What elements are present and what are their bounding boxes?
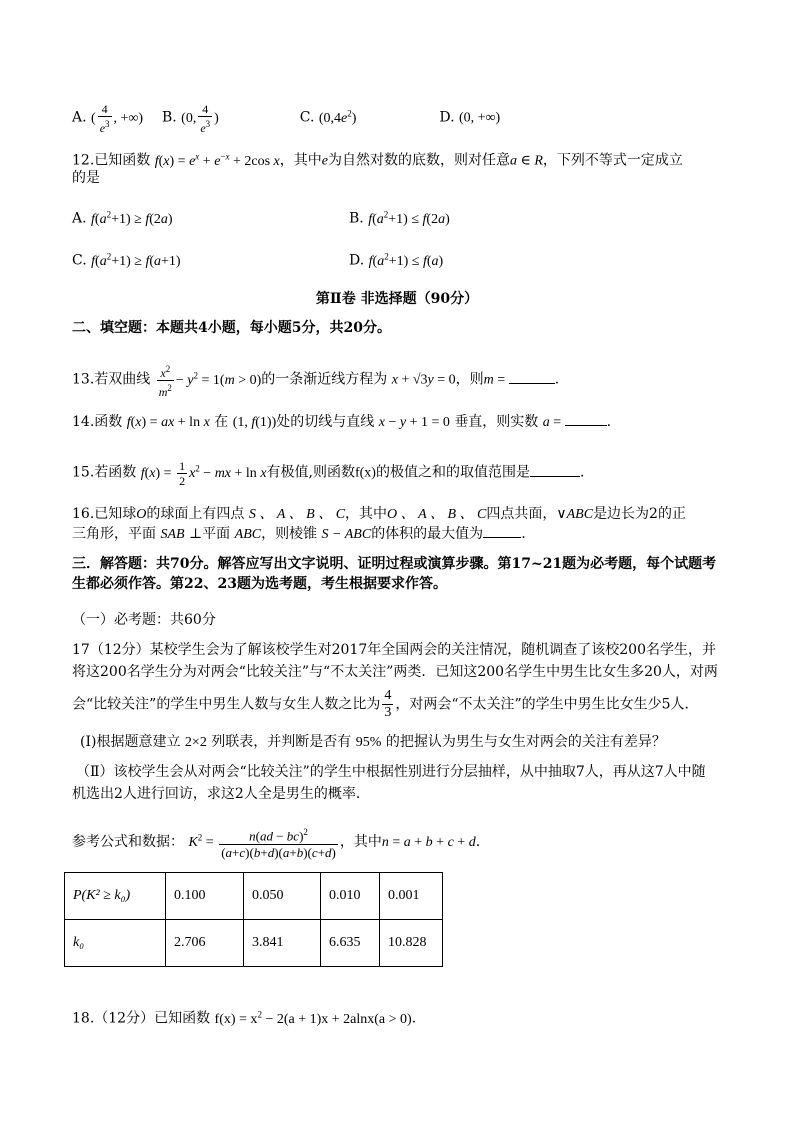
q11-option-c-label: C. [299, 109, 315, 126]
q16-text: 16.已知球 [72, 506, 137, 522]
q12-option-c [72, 246, 181, 272]
q17-2x2: 2×2 [184, 735, 207, 750]
q17-text: 列联表，并判断是否有 [211, 734, 352, 750]
q16-pyramid: S − ABC [321, 527, 372, 542]
q15-fx: f(x) [354, 465, 376, 481]
table-cell: 2.706 [166, 920, 244, 967]
q17-line3 [72, 688, 699, 721]
q12-a-in-r: a ∈ R [509, 153, 543, 169]
critical-value-table [64, 872, 443, 967]
q13-answer-blank[interactable] [509, 383, 555, 384]
answer-heading-line2: 生都必须作答。第22、23题为选考题，考生根据要求作答。 [72, 576, 447, 592]
q15-text: . [579, 464, 585, 481]
q16-text: ，其中 [345, 506, 388, 522]
q17-text: 会“比较关注”的学生中男生人数与女生人数之比为 [72, 696, 381, 713]
q15-text: 有极值,则函数 [266, 464, 355, 481]
table-cell: 0.001 [380, 873, 443, 920]
q11-option-b-label: B. [161, 109, 177, 126]
table-cell: 10.828 [380, 920, 443, 967]
q11-option-a-math: ( $\frac{4}{e^3}$ , +∞) [91, 102, 144, 135]
q15-answer-blank[interactable] [530, 476, 580, 477]
table-header-label: P(K² ≥ k₀) [65, 873, 166, 920]
q12-stem-line1 [72, 146, 683, 172]
required-heading: （一）必考题：共60分 [72, 612, 216, 628]
q12-option-c-label: C. [72, 252, 87, 269]
q17-text: ，其中 [339, 833, 382, 850]
q12-option-a-math: $f(a^2+1) \ge f(2a)$ [91, 209, 173, 227]
q17-part2-line2: 机选出2人进行回访，求这2人全是男生的概率． [72, 786, 370, 802]
table-cell: 0.010 [321, 873, 380, 920]
q14-text: 在 [214, 414, 229, 430]
q12-option-b-label: B. [349, 210, 364, 227]
q13: 13.若双曲线 $\frac{x^2}{m^2}$ − $y^2 = 1(m > 0)$的一条渐近线方程为 x + √3y = 0，则m = . [72, 364, 560, 399]
q14-text: . [606, 414, 612, 430]
q12-text: 12.已知函数 [72, 152, 151, 169]
table-cell: 0.050 [244, 873, 321, 920]
q15-text: 15.若函数 [72, 464, 137, 481]
q13-text: ，则 [455, 371, 484, 388]
q11-option-a-label: A. [72, 109, 87, 126]
q11-option-d-label: D. [439, 109, 455, 126]
q16-points: S 、 A 、 B 、 C [248, 507, 346, 522]
q17-text: 的把握认为男生与女生对两会的关注有差异？ [385, 734, 666, 750]
q16-text: . [521, 526, 526, 542]
q17-n-formula: n = a + b + c + d [381, 834, 476, 850]
q13-m: m [483, 372, 494, 388]
q12-option-a [72, 204, 173, 230]
q13-text: 13.若双曲线 [72, 371, 151, 388]
q18-text: 18.（12分）已知函数 [72, 1010, 211, 1027]
q12-text: 为自然对数的底数，则对任意 [327, 152, 510, 169]
q11-option-b-math: (0, $\frac{4}{e^3}$ ) [181, 102, 219, 135]
q12-func: $f(x) = e^x + e^{-x} + 2\cos$ x [154, 151, 280, 169]
q14-text: 处的切线与直线 [276, 414, 375, 430]
q18-func: $f(x) = x^2 - 2(a + 1)x + 2alnx(a > 0)$ [214, 1009, 412, 1027]
q17-ratio-den: 3 [384, 705, 392, 720]
q14-point: (1, f(1)) [232, 415, 277, 430]
q11-option-c-math: $(0,4e^2)$ [318, 108, 357, 126]
q15 [72, 458, 584, 488]
q16-line1 [72, 504, 686, 525]
q16-answer-blank[interactable] [483, 537, 521, 538]
q14 [72, 412, 611, 433]
q17-part1 [80, 732, 666, 753]
q16-plane-sab: SAB [160, 527, 185, 542]
q17-reference-formula [72, 824, 480, 861]
table-cell: 6.635 [321, 920, 380, 967]
table-row-p [65, 873, 443, 920]
q12-option-d [349, 246, 443, 272]
q12-option-d-label: D. [349, 252, 365, 269]
q12-option-a-label: A. [72, 210, 87, 227]
q11-options [72, 102, 500, 135]
q14-answer-blank[interactable] [565, 425, 607, 426]
q17-k2-formula: $K^2$ = $\frac{n(ad - bc)^2}{(a+c)(b+d)(a+b)(c+d)}$ [188, 835, 339, 850]
table-cell: 3.841 [244, 920, 321, 967]
q14-text: 14.函数 [72, 414, 123, 430]
q16-text: 的球面上有四点 [146, 506, 245, 522]
q17-line1: 17（12分）某校学生会为了解该校学生对2017年全国两会的关注情况，随机调查了该校200名学生，并 [72, 642, 716, 658]
q16-triangle: ∨ABC [556, 507, 594, 522]
q14-text: 垂直，则实数 [454, 414, 539, 430]
q18-text: . [411, 1010, 417, 1027]
q12-option-b-math: $f(a^2+1) \le f(2a)$ [368, 209, 450, 227]
q12-stem-line2: 的是 [72, 170, 100, 186]
q13-text: 的一条渐近线方程为 [261, 371, 388, 388]
q16-text: 四点共面， [486, 506, 557, 522]
q12-text: ，其中 [279, 152, 322, 169]
answer-heading-line1: 三．解答题：共70分。解答应写出文字说明、证明过程或演算步骤。第17~21题为必考题，每个试题考 [72, 556, 717, 572]
q16-text: 是边长为2的正 [593, 506, 686, 522]
section-2-title: 第Ⅱ卷 非选择题（90分） [315, 291, 479, 307]
q17-text: (Ⅰ)根据题意建立 [80, 734, 181, 750]
table-row-k [65, 920, 443, 967]
fill-in-heading: 二、填空题：本题共4小题，每小题5分，共20分。 [72, 320, 391, 336]
q14-line: x − y + 1 = 0 [378, 415, 450, 430]
q12-option-c-math: $f(a^2+1) \ge f(a+1)$ [91, 251, 181, 269]
q17-95pct: 95% [355, 735, 382, 750]
q16-text: ，则棱锥 [261, 526, 318, 542]
q12-e: e [321, 153, 328, 169]
q11-option-d-math: (0, +∞) [458, 110, 501, 126]
q16-text: 平面 [202, 526, 231, 542]
q17-part2-line1: （Ⅱ）该校学生会从对两会“比较关注”的学生中根据性别进行分层抽样，从中抽取7人，再从这7人中随 [76, 764, 706, 780]
q15-text: 的极值之和的取值范围是 [375, 464, 530, 481]
q15-func: f(x) = $\frac{1}{2}$ $x^2$ − mx + ln x [140, 458, 267, 488]
q14-a: a = [542, 415, 565, 430]
q13-text: . [554, 371, 560, 388]
q14-func: f(x) = ax + ln x [126, 415, 210, 430]
table-row-label: k₀ [65, 920, 166, 967]
q17-ratio [382, 688, 393, 721]
q13-asymptote: x + √3y = 0 [391, 372, 456, 388]
table-cell: 0.100 [166, 873, 244, 920]
q17-text: . [475, 833, 481, 850]
q17-line2: 将这200名学生分为对两会“比较关注”与“不太关注”两类．已知这200名学生中男生比女生多20人，对两 [72, 664, 718, 680]
q17-ratio-num: 4 [384, 688, 392, 703]
q16-text: 三角形，平面 [72, 526, 156, 542]
q12-text: ，下列不等式一定成立 [542, 152, 683, 169]
q13-math: $\frac{x^2}{m^2}$ − $y^2 = 1(m > 0)$ [158, 364, 262, 399]
q16-plane-abc: ABC [234, 527, 262, 542]
q17-text: 参考公式和数据： [72, 833, 184, 850]
q16-o: O [136, 507, 147, 522]
q12-option-b [349, 204, 450, 230]
q16-coplanar-points: O 、 A 、 B 、 C [387, 507, 487, 522]
q18 [72, 1004, 416, 1030]
q16-text: 的体积的最大值为 [371, 526, 484, 542]
q17-text: ，对两会“不太关注”的学生中男生比女生少5人． [395, 696, 699, 713]
q16-line2: 三角形，平面 SAB ⊥平面 ABC，则棱锥 S − ABC的体积的最大值为 . [72, 526, 526, 542]
q12-option-d-math: $f(a^2+1) \le f(a)$ [368, 251, 444, 269]
